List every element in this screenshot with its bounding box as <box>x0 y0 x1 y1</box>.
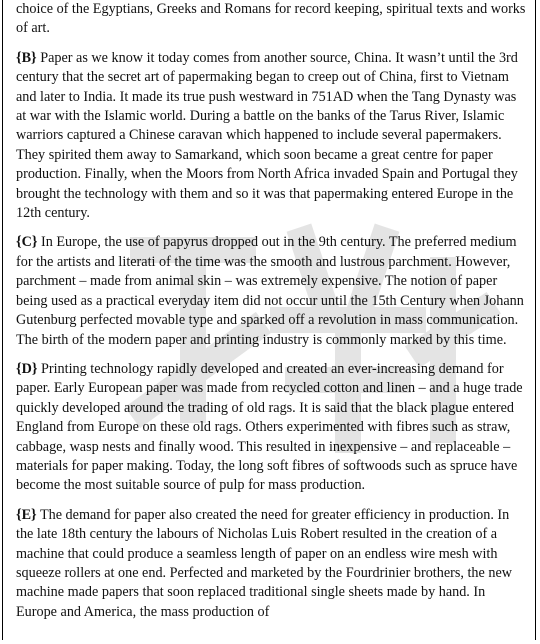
paragraph-label: {D} <box>16 360 38 377</box>
paragraph-text: In Europe, the use of papyrus dropped out in the 9th century. The preferred medium for the artists and literati of the time was the smooth and lustrous parchment. However, parchment – made from animal skin – was extremely expensive. The notion of paper being used as a practical everyday item did not occur until the 15th Century when Johann Gutenburg perfected movable type and sparked off a revolution in mass communication. The birth of the modern paper and printing industry is commonly marked by this time. <box>16 234 524 348</box>
paragraph-text: choice of the Egyptians, Greeks and Romans for record keeping, spiritual texts and works of art. <box>16 1 526 37</box>
paragraph-label: {B} <box>16 49 37 66</box>
paragraph-label: {E} <box>16 506 37 523</box>
paragraph-c <box>16 233 527 349</box>
paragraph-label: {C} <box>16 234 38 251</box>
paragraph-text: Printing technology rapidly developed and created an ever-increasing demand for paper. Early European paper was made from recycled cotton and linen – and a huge trade quickly developed around the trading of old rags. It is said that the black plague entered England from Europe on these old rags. Others experimented with fibres such as straw, cabbage, wasp nests and finally wood. This resulted in inexpensive – and replaceable – materials for paper making. Today, the long soft fibres of softwoods such as spruce have become the most suitable source of pulp for mass production. <box>16 360 523 494</box>
paragraph-b <box>16 49 527 224</box>
paragraph-d <box>16 360 527 496</box>
paragraph-text: Paper as we know it today comes from another source, China. It wasn’t until the 3rd century that the secret art of papermaking began to creep out of China, first to Vietnam and later to India. It made its true push westward in 751AD when the Tang Dynasty was at war with the Islamic world. During a battle on the banks of the Tarus River, Islamic warriors captured a Chinese caravan which happened to include several papermakers. They spirited them away to Samarkand, which soon became a great centre for paper production. Finally, when the Moors from North Africa invaded Spain and Portugal they brought the technology with them and so it was that papermaking entered Europe in the 12th century. <box>16 49 518 222</box>
paragraph-e <box>16 506 527 622</box>
document-page <box>2 0 536 640</box>
paragraph-text: The demand for paper also created the need for greater efficiency in production. In the late 18th century the labours of Nicholas Luis Robert resulted in the creation of a machine that could produce a seamless length of paper on an endless wire mesh with squeeze rollers at one end. Perfected and marketed by the Fourdrinier brothers, the new machine made papers that soon replaced traditional single sheets made by hand. In Europe and America, the mass production of <box>16 506 512 620</box>
paragraph-a-continued <box>16 0 527 39</box>
